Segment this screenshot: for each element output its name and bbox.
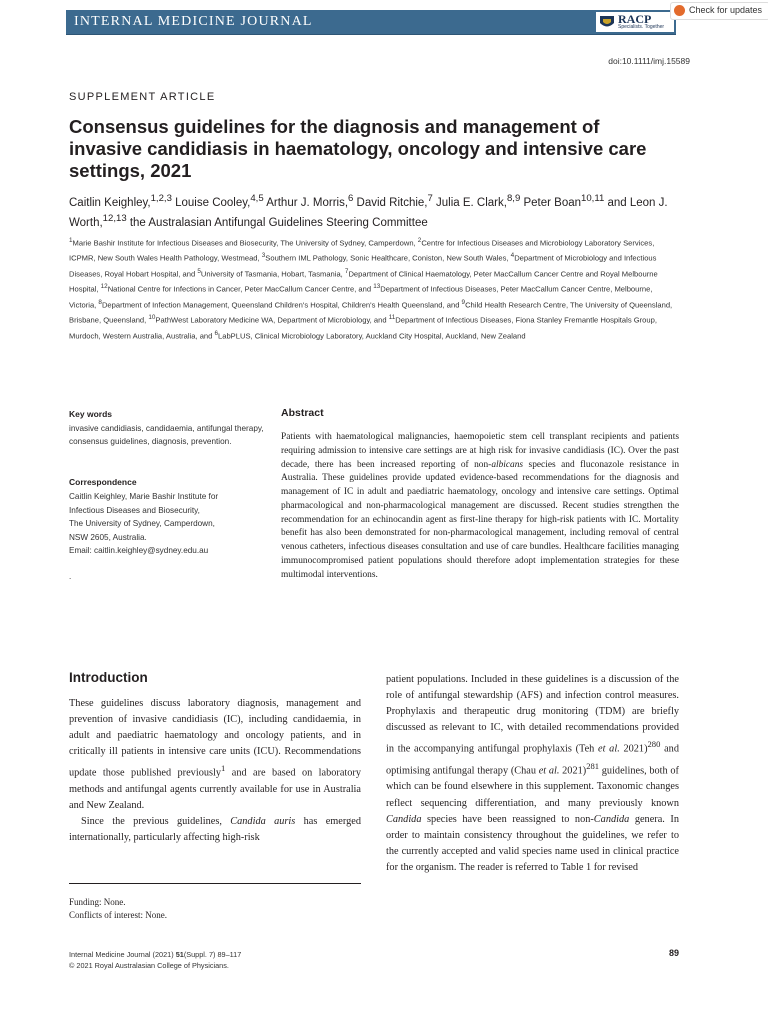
abstract-text: [281, 431, 679, 582]
author-name: and Leon J. Worth,: [69, 196, 668, 229]
correspondence-line: Infectious Diseases and Biosecurity,: [69, 505, 200, 515]
paragraph: Since the previous guidelines, Candida auris has emerged internationally, particularly affecting high-risk: [69, 816, 361, 844]
affiliation: Marie Bashir Institute for Infectious Diseases and Biosecurity, The University of Sydney, Camperdown,: [72, 238, 418, 248]
racp-name: RACP: [618, 12, 652, 26]
abstract-part: species and fluconazole resistance in Australia. These guidelines provide updated evidence-based recommendations for the diagnosis and management of IC in adult and paediatric haematology, oncology and intensive care settings. Optimal pharmacological and non-pharmacological management are discussed. Recent studies strengthen the recommendation for an echinocandin agent as first-line therapy for high-risk patients with IC. Mortality benefit has also been demonstrated for non-pharmacological management, including removal of central venous catheters, infectious diseases consultation and use of care bundles. Healthcare facilities managing immunocompromised patient populations should therefore adopt implementation strategies for these multimodal interventions.: [281, 459, 680, 580]
racp-tagline: Specialists. Together: [618, 24, 665, 30]
author-name: Louise Cooley,: [171, 196, 251, 209]
keywords-heading: Key words: [69, 409, 112, 419]
author-name: Julia E. Clark,: [432, 196, 507, 209]
conflicts-note: Conflicts of interest: None.: [69, 909, 167, 920]
citation-sup[interactable]: 281: [586, 760, 600, 771]
author-affil-sup: 6: [348, 193, 354, 204]
abstract-heading: Abstract: [281, 407, 324, 419]
abstract-part: Patients with haematological malignancies, haemopoietic stem cell transplant recipients and patients requiring admission to intensive care settings are at high risk for invasive candidiasis (IC). Over the past decade, there has been increased reporting of non-: [281, 432, 679, 470]
author-name: Caitlin Keighley,: [69, 196, 151, 209]
racp-crest-icon: [598, 14, 616, 30]
doi-link[interactable]: doi:10.1111/imj.15589: [608, 56, 690, 66]
affiliation: Centre for Infectious Diseases and Microbiology Laboratory Services, ICPMR, New South Wales Health Pathology, Westmead,: [69, 238, 655, 263]
citation-line: Internal Medicine Journal (2021) 51(Suppl. 7) 89–117: [69, 950, 242, 959]
author-affil-sup: 12,13: [102, 212, 127, 224]
author-name: Peter Boan: [520, 196, 582, 209]
author-affil-sup: 7: [427, 193, 433, 204]
article-title: Consensus guidelines for the diagnosis and management of invasive candidiasis in haematology, oncology and intensive care settings, 2021: [69, 116, 647, 181]
author-affil-sup: 8,9: [506, 193, 521, 204]
affiliation: Department of Infection Management, Queensland Children's Hospital, Children's Health Queensland, and: [101, 300, 462, 310]
affiliation: LabPLUS, Clinical Microbiology Laboratory, Auckland City Hospital, Auckland, New Zealand: [218, 331, 526, 341]
page-footer: [69, 949, 241, 971]
body-column-right: [386, 672, 679, 876]
affiliation: Southern IML Pathology, Sonic Healthcare, Coniston, New South Wales,: [265, 253, 511, 263]
affiliation: Department of Infectious Diseases, Fiona Stanley Fremantle Hospitals Group, Murdoch, Western Australia, Australia, and: [69, 315, 657, 341]
check-for-updates-button[interactable]: [670, 2, 768, 20]
correspondence-email[interactable]: Email: caitlin.keighley@sydney.edu.au: [69, 546, 209, 555]
footnote-rule: [69, 883, 361, 884]
citation-sup[interactable]: 280: [647, 739, 661, 750]
paragraph: These guidelines discuss laboratory diagnosis, management and prevention of invasive candidiasis (IC), including candidaemia, in adult and paediatric haematology and oncology patients, and in critically ill patients in intensive care units (ICU). Recommendations update those published previously$^1$ and are based on laboratory methods and antifungal agents currently available for use in Australia and New Zealand.: [69, 698, 361, 811]
correspondence-line: Caitlin Keighley, Marie Bashir Institute for: [69, 492, 219, 501]
page-number: 89: [668, 948, 679, 958]
funding-note: Funding: None.: [69, 897, 126, 907]
introduction-heading: Introduction: [69, 670, 148, 685]
stray-mark: .: [69, 572, 72, 581]
journal-name: INTERNAL MEDICINE JOURNAL: [74, 14, 313, 29]
correspondence-line: The University of Sydney, Camperdown,: [69, 519, 215, 528]
journal-header-bar: [66, 10, 676, 35]
affiliation: University of Tasmania, Hobart, Tasmania,: [200, 269, 345, 279]
author-name: David Ritchie,: [353, 196, 428, 209]
check-updates-label: Check for updates: [689, 5, 763, 15]
affiliation: Department of Clinical Haematology, Peter MacCallum Cancer Centre and Royal Melbourne Hospital,: [69, 269, 658, 294]
affiliation: Child Health Research Centre, The University of Queensland, Brisbane, Queensland,: [69, 300, 673, 325]
citation-sup[interactable]: 1: [221, 763, 226, 774]
author-affil-sup: 1,2,3: [150, 193, 172, 204]
body-column-left: [69, 696, 361, 846]
correspondence-text: [69, 490, 269, 558]
copyright-line: © 2021 Royal Australasian College of Physicians.: [69, 961, 229, 970]
paragraph: patient populations. Included in these guidelines is a discussion of the role of antifungal stewardship (AFS) and infection control measures. Prophylaxis and therapeutic drug monitoring (TDM) are briefly discussed as relevant to IC, with detailed recommendations provided in the accompanying antifungal prophylaxis (Teh et al. 2021)$^{280}$ and optimising antifungal therapy (Chau et al. 2021)$^{281}$ guidelines, both of which can be found elsewhere in this supplement. Taxonomic changes reflect sequencing differentiation, and many previously known Candida species have been reassigned to non-Candida genera. In order to maintain consistency throughout the guidelines, we refer to the currently accepted and valid species name used in clinical practice for the organism. The reader is referred to Table 1 for revised: [386, 674, 679, 873]
crossmark-icon: [674, 5, 685, 16]
affiliation: PathWest Laboratory Medicine WA, Department of Microbiology, and: [155, 315, 389, 325]
author-list: [69, 191, 689, 231]
affiliations: $^1$Marie Bashir Institute for Infectious Diseases and Biosecurity, The University of Sydney, Camperdown, $^2$Centre for Infectious Diseases and Microbiology Laboratory Services, ICPMR, New South Wales Health Pathology, Westmead, $^3$Southern IML Pathology, Sonic Healthcare, Coniston, New South Wales, $^4$Department of Microbiology and Infectious Diseases, Royal Hobart Hospital, and $^5$University of Tasmania, Hobart, Tasmania, $^7$Department of Clinical Haematology, Peter MacCallum Cancer Centre and Royal Melbourne Hospital, $^{12}$National Centre for Infections in Cancer, Peter MacCallum Cancer Centre, and $^{13}$Department of Infectious Diseases, Peter MacCallum Cancer Centre, Melbourne, Victoria, $^8$Department of Infection Management, Queensland Children's Hospital, Children's Health Queensland, and $^9$Child Health Research Centre, The University of Queensland, Brisbane, Queensland, $^{10}$PathWest Laboratory Medicine WA, Department of Microbiology, and $^{11}$Department of Infectious Diseases, Fiona Stanley Fremantle Hospitals Group, Murdoch, Western Australia, Australia, and $^6$LabPLUS, Clinical Microbiology Laboratory, Auckland City Hospital, Auckland, New Zealand: [69, 237, 673, 341]
racp-logo-box: [596, 12, 674, 32]
affiliation: Department of Infectious Diseases, Peter MacCallum Cancer Centre, Melbourne, Victoria,: [69, 284, 653, 310]
affiliation: National Centre for Infections in Cancer, Peter MacCallum Cancer Centre, and: [107, 284, 374, 294]
affiliation: Department of Microbiology and Infectious Diseases, Royal Hobart Hospital, and: [69, 253, 657, 279]
abstract-italic: albicans: [491, 459, 524, 470]
author-affil-sup: 4,5: [250, 193, 264, 204]
correspondence-line: NSW 2605, Australia.: [69, 532, 147, 542]
keywords-text: invasive candidiasis, candidaemia, antifungal therapy, consensus guidelines, diagnosis, prevention.: [69, 424, 264, 446]
author-group: the Australasian Antifungal Guidelines Steering Committee: [126, 216, 428, 229]
footnotes: [69, 896, 167, 921]
article-type: SUPPLEMENT ARTICLE: [69, 91, 216, 103]
author-affil-sup: 10,11: [581, 193, 605, 204]
author-name: Arthur J. Morris,: [263, 196, 349, 209]
correspondence-heading: Correspondence: [69, 477, 137, 487]
